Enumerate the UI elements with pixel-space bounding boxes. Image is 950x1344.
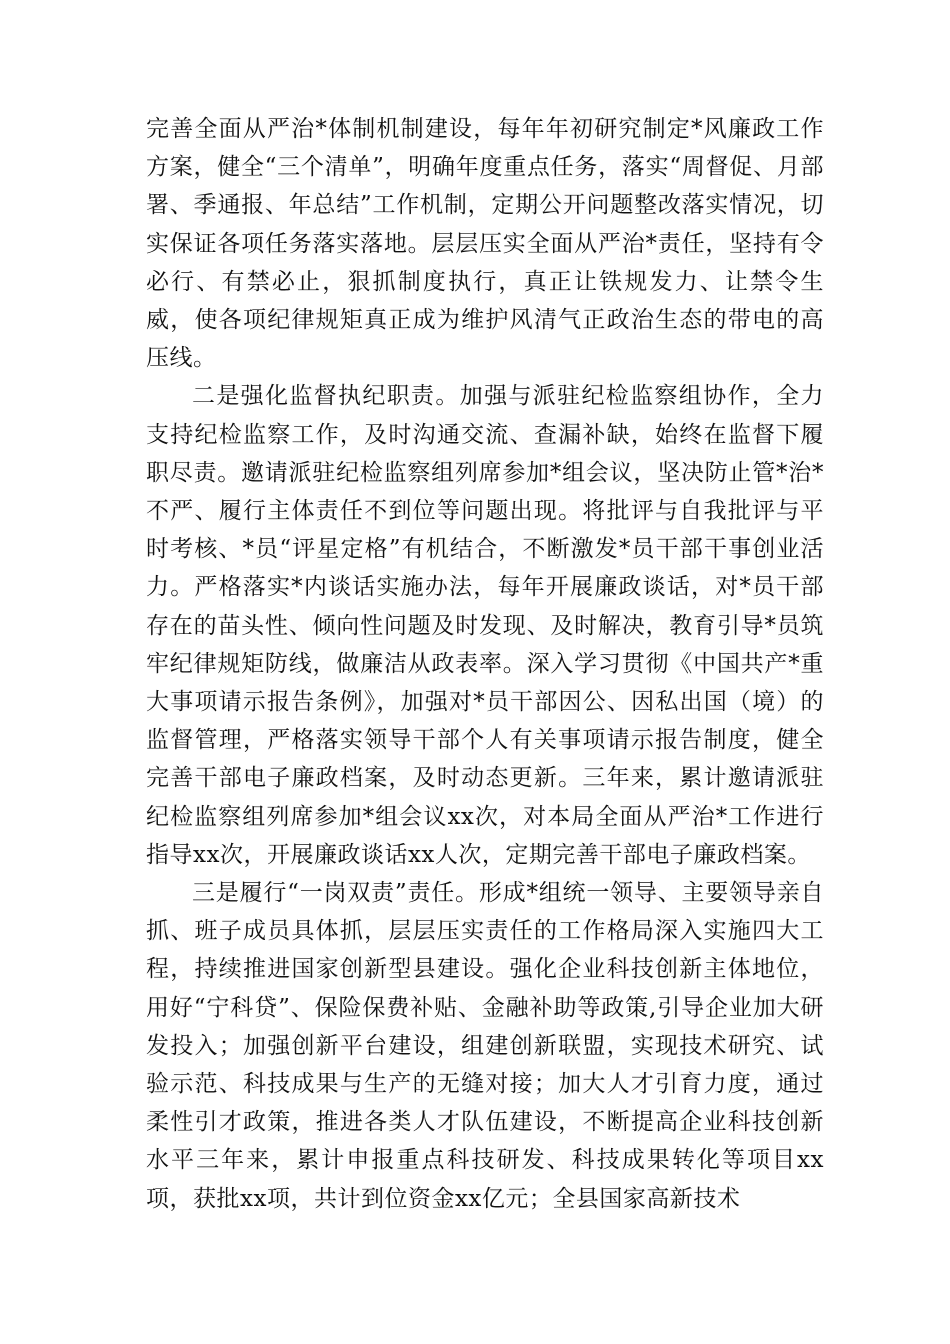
paragraph-2: 二是强化监督执纪职责。加强与派驻纪检监察组协作，全力支持纪检监察工作，及时沟通交流、查漏补缺，始终在监督下履职尽责。邀请派驻纪检监察组列席参加*组会议，坚决防止管*治*不严、履行主体责任不到位等问题出现。将批评与自我批评与平时考核、*员“评星定格”有机结合，不断激发*员干部干事创业活力。严格落实*内谈话实施办法，每年开展廉政谈话，对*员干部存在的苗头性、倾向性问题及时发现、及时解决，教育引导*员筑牢纪律规矩防线，做廉洁从政表率。深入学习贯彻《中国共产*重大事项请示报告条例》，加强对*员干部因公、因私出国（境）的监督管理，严格落实领导干部个人有关事项请示报告制度，健全完善干部电子廉政档案，及时动态更新。三年来，累计邀请派驻纪检监察组列席参加*组会议xx次，对本局全面从严治*工作进行指导xx次，开展廉政谈话xx人次，定期完善干部电子廉政档案。 [146, 383, 824, 868]
document-body [146, 110, 824, 1218]
paragraph-1: 完善全面从严治*体制机制建设，每年年初研究制定*风廉政工作方案，健全“三个清单”，明确年度重点任务，落实“周督促、月部署、季通报、年总结”工作机制，定期公开问题整改落实情况，切实保证各项任务落实落地。层层压实全面从严治*责任，坚持有令必行、有禁必止，狠抓制度执行，真正让铁规发力、让禁令生威，使各项纪律规矩真正成为维护风清气正政治生态的带电的高压线。 [146, 116, 824, 372]
paragraph-3: 三是履行“一岗双责”责任。形成*组统一领导、主要领导亲自抓、班子成员具体抓，层层压实责任的工作格局深入实施四大工程，持续推进国家创新型县建设。强化企业科技创新主体地位，用好“宁科贷”、保险保费补贴、金融补助等政策,引导企业加大研发投入；加强创新平台建设，组建创新联盟，实现技术研究、试验示范、科技成果与生产的无缝对接；加大人才引育力度，通过柔性引才政策，推进各类人才队伍建设，不断提高企业科技创新水平三年来，累计申报重点科技研发、科技成果转化等项目xx项，获批xx项，共计到位资金xx亿元；全县国家高新技术 [146, 880, 824, 1212]
